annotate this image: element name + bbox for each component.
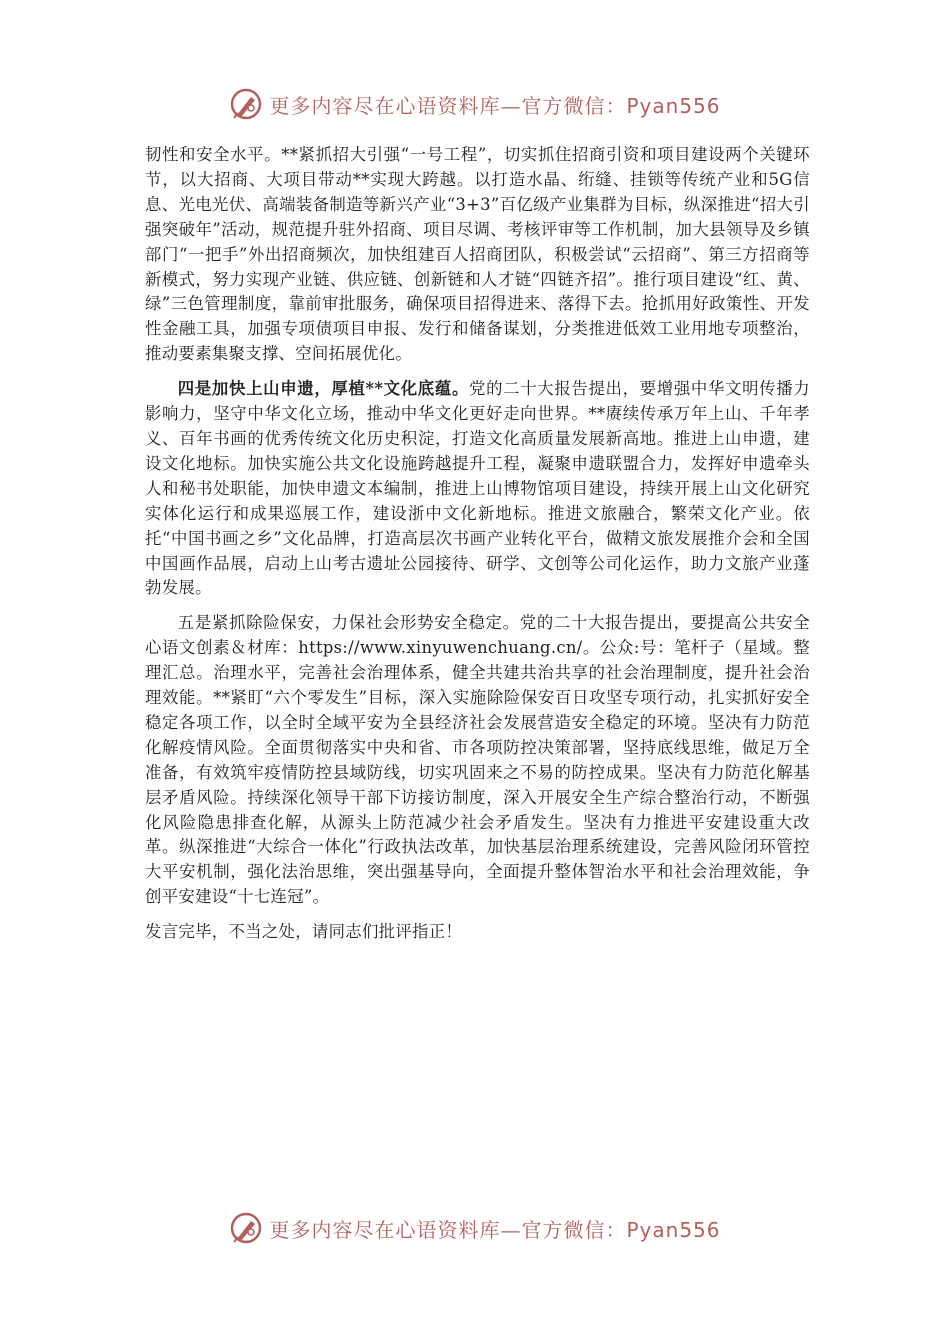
paragraph-1: 韧性和安全水平。**紧抓招大引强“一号工程”，切实抓住招商引资和项目建设两个关键环节，以大招商、大项目带动**实现大跨越。以打造水晶、绗缝、挂锁等传统产业和5G信息、光电光伏、高端装备制造等新兴产业“3+3”百亿级产业集群为目标，纵深推进“招大引强突破年”活动，规范提升驻外招商、项目尽调、考核评审等工作机制，加大县领导及乡镇部门“一把手”外出招商频次，加快组建百人招商团队，积极尝试“云招商”、第三方招商等新模式，努力实现产业链、供应链、创新链和人才链“四链齐招”。推行项目建设“红、黄、绿”三色管理制度，靠前审批服务，确保项目招得进来、落得下去。抢抓用好政策性、开发性金融工具，加强专项债项目申报、发行和储备谋划，分类推进低效工业用地专项整治，推动要素集聚支撑、空间拓展优化。: [145, 145, 810, 364]
banner-label: 更多内容尽在心语资料库—官方微信：: [269, 1217, 627, 1242]
header-banner: [0, 84, 950, 124]
banner-text: [269, 90, 720, 119]
footer-banner: [0, 1208, 950, 1248]
paragraph-2-heading: 四是加快上山申遗，厚植**文化底蕴。: [177, 379, 470, 399]
pen-logo-icon: [229, 1211, 263, 1245]
paragraph-2-body: 党的二十大报告提出，要增强中华文明传播力影响力，坚守中华文化立场，推动中华文化更好走向世界。**赓续传承万年上山、千年孝义、百年书画的优秀传统文化历史积淀，打造文化高质量发展新高地。推进上山申遗，建设文化地标。加快实施公共文化设施跨越提升工程，凝聚申遗联盟合力，发挥好申遗牵头人和秘书处职能，加快申遗文本编制，推进上山博物馆项目建设，持续开展上山文化研究实体化运行和成果巡展工作，建设浙中文化新地标。推进文旅融合，繁荣文化产业。依托“中国书画之乡”文化品牌，打造高层次书画产业转化平台，做精文旅发展推介会和全国中国画作品展，启动上山考古遗址公园接待、研学、文创等公司化运作，助力文旅产业蓬勃发展。: [145, 379, 811, 598]
wechat-id: Pyan556: [626, 1217, 721, 1242]
banner-text: [269, 1214, 720, 1243]
paragraph-3: 五是紧抓除险保安，力保社会形势安全稳定。党的二十大报告提出，要提高公共安全心语文创素＆材库：https://www.xinyuwenchuang.cn/。公众:号：笔杆子（星域。整理汇总。治理水平，完善社会治理体系，健全共建共治共享的社会治理制度，提升社会治理效能。**紧盯“六个零发生”目标，深入实施除险保安百日攻坚专项行动，扎实抓好安全稳定各项工作，以全时全域平安为全县经济社会发展营造安全稳定的环境。坚决有力防范化解疫情风险。全面贯彻落实中央和省、市各项防控决策部署，坚持底线思维，做足万全准备，有效筑牢疫情防控县域防线，切实巩固来之不易的防控成果。坚决有力防范化解基层矛盾风险。持续深化领导干部下访接访制度，深入开展安全生产综合整治行动，不断强化风险隐患排查化解，从源头上防范减少社会矛盾发生。坚决有力推进平安建设重大改革。纵深推进“大综合一体化”行政执法改革，加快基层治理系统建设，完善风险闭环管控大平安机制，强化法治思维，突出强基导向，全面提升整体智治水平和社会治理效能，争创平安建设“十七连冠”。: [145, 613, 810, 907]
pen-logo-icon: [229, 87, 263, 121]
paragraph-2: [145, 377, 810, 601]
paragraph-4: 发言完毕，不当之处，请同志们批评指正！: [145, 922, 463, 942]
wechat-id: Pyan556: [626, 93, 721, 118]
document-body: [145, 143, 810, 955]
banner-label: 更多内容尽在心语资料库—官方微信：: [269, 93, 627, 118]
